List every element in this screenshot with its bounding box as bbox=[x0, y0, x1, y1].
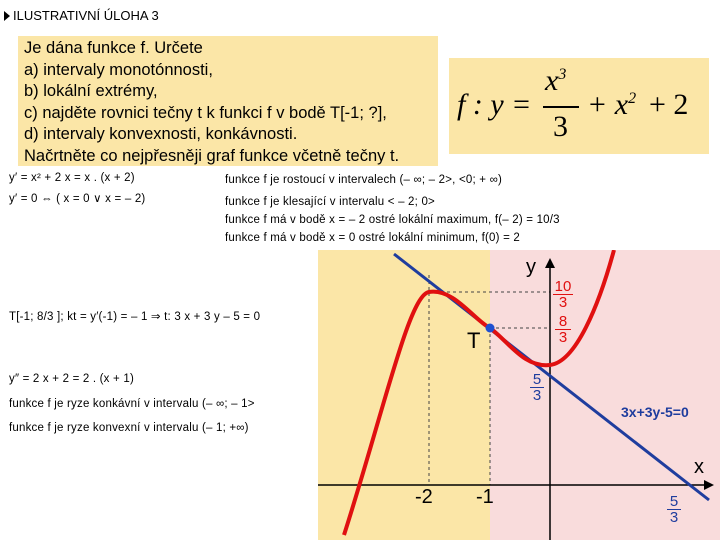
formula-numerator: $x^3$ bbox=[545, 64, 567, 97]
tick-label-minus1: -1 bbox=[476, 486, 494, 508]
monotony-decreasing: funkce f je klesající v intervalu < – 2; 0> bbox=[225, 196, 435, 208]
task-line-c: c) najděte rovnici tečny t k funkci f v bodě T[-1; ?], bbox=[24, 103, 387, 122]
task-line-intro: Je dána funkce f. Určete bbox=[24, 39, 203, 57]
slide-title bbox=[4, 8, 159, 23]
second-derivative: y″ = 2 x + 2 = 2 . (x + 1) bbox=[9, 373, 134, 385]
task-line-a: a) intervaly monotónnosti, bbox=[24, 60, 213, 79]
task-line-d: d) intervaly konvexnosti, konkávnosti. bbox=[24, 125, 298, 143]
formula-lhs: f : y = bbox=[457, 88, 532, 121]
concavity-interval: funkce f je ryze konkávní v intervalu (– ∞; – 1> bbox=[9, 398, 255, 410]
task-line-sketch: Načrtněte co nejpřesněji graf funkce včetně tečny t. bbox=[24, 146, 400, 165]
first-derivative: y′ = x² + 2 x = x . (x + 2) bbox=[9, 172, 135, 184]
formula-rest: + $x^2$ bbox=[587, 88, 637, 121]
local-maximum: funkce f má v bodě x = – 2 ostré lokální maximum, f(– 2) = 10/3 bbox=[225, 214, 560, 226]
monotony-increasing: funkce f je rostoucí v intervalech (– ∞; – 2>, <0; + ∞) bbox=[225, 174, 503, 186]
first-derivative-zero: y′ = 0 ⇔ ( x = 0 ∨ x = – 2) bbox=[9, 193, 146, 205]
formula-tail: + 2 bbox=[649, 88, 689, 121]
x-axis-label: x bbox=[694, 456, 704, 478]
concave-region bbox=[318, 250, 490, 540]
tick-label-8-3: 8 3 bbox=[555, 314, 571, 345]
tick-label-10-3: 10 3 bbox=[554, 278, 572, 311]
tick-label-5-3-y: 5 3 bbox=[530, 372, 544, 403]
tick-label-minus2: -2 bbox=[415, 486, 433, 508]
play-triangle-icon bbox=[4, 11, 10, 21]
function-graph bbox=[314, 250, 720, 540]
tangent-point bbox=[486, 324, 495, 333]
formula-fraction-bar bbox=[543, 106, 579, 108]
local-minimum: funkce f má v bodě x = 0 ostré lokální minimum, f(0) = 2 bbox=[225, 232, 520, 244]
convexity-interval: funkce f je ryze konvexní v intervalu (– 1; +∞) bbox=[9, 422, 249, 434]
y-axis-label: y bbox=[526, 256, 536, 278]
function-formula-box bbox=[449, 58, 709, 154]
task-line-b: b) lokální extrémy, bbox=[24, 82, 158, 100]
tick-label-5-3-x: 5 3 bbox=[667, 494, 681, 525]
formula-denominator: 3 bbox=[553, 110, 568, 143]
task-box bbox=[18, 36, 438, 166]
point-T-label: T bbox=[467, 328, 481, 353]
tangent-line-label: 3x+3y-5=0 bbox=[621, 404, 689, 420]
tangent-equation: T[-1; 8/3 ]; kt = y′(-1) = – 1 ⇒ t: 3 x + 3 y – 5 = 0 bbox=[9, 311, 261, 323]
slide-title-text: ILUSTRATIVNÍ ÚLOHA 3 bbox=[13, 8, 159, 23]
convex-region bbox=[490, 250, 720, 540]
